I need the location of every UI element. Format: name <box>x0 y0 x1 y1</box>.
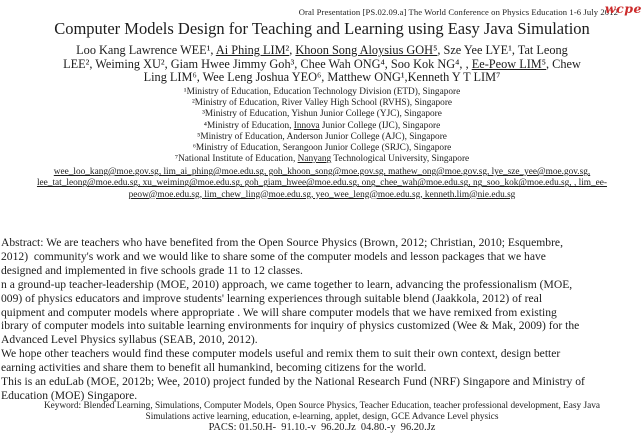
conference-header: Oral Presentation [PS.02.09.a] The World Conference on Physics Education 1-6 July 2012 <box>298 7 618 17</box>
text-run: LEE², Weiming XU², Giam Hwee Jimmy Goh³, Chee Wah ONG⁴, Soo Kok NG⁴, , <box>63 56 472 71</box>
text-line <box>0 58 644 72</box>
affiliations-block <box>0 87 644 165</box>
wcpe-logo: wcpe <box>604 1 642 16</box>
text-line <box>0 132 644 143</box>
emails-block <box>0 167 644 201</box>
abstract-text-line: n a ground-up teacher-leadership (MOE, 2010) approach, we came together to learn, advancing the professionalism (MOE, <box>1 277 573 291</box>
authors-block <box>0 44 644 85</box>
text-line <box>0 143 644 154</box>
text-run: ²Ministry of Education, River Valley High School (RVHS), Singapore <box>191 98 453 109</box>
text-run: Technological University, Singapore <box>331 154 470 165</box>
abstract-text-line: ibrary of computer models into suitable learning environments for inquiry of physics customized (Wee & Mak, 2009) for the <box>1 319 580 333</box>
abstract-text-line: quipment and computer models where appropriate . We will share computer models that we have remixed from existing <box>1 305 557 319</box>
author-name-link[interactable]: Ai Phing LIM² <box>215 43 290 57</box>
text-run: Loo Kang Lawrence WEE¹, <box>76 43 216 57</box>
author-name-link[interactable]: Khoon Song Aloysius GOH⁵ <box>295 43 438 57</box>
text-line <box>0 87 644 98</box>
abstract-text-line: 2012) community's work and we would like to share some of the computer models and lesson packages that we have <box>1 249 546 263</box>
abstract-text-line: 009) of physics educators and improve students' learning experiences through suitable blend (Jaakkola, 2012) of real <box>1 291 543 305</box>
text-line <box>0 44 644 58</box>
text-line <box>0 121 644 132</box>
text-line <box>0 71 644 85</box>
abstract-text-line: Abstract: We are teachers who have benefited from the Open Source Physics (Brown, 2012; Christian, 2010; Esquembre, <box>1 236 563 249</box>
abstract-text-line: We hope other teachers would find these computer models useful and remix them to suit their own context, design better <box>1 347 561 361</box>
affiliation-link[interactable]: Innova <box>293 120 320 131</box>
pacs-line: PACS: 01.50.H- 91.10.-v 96.20.Jz 04.80.-y 96.20.Jz <box>208 422 436 433</box>
text-run: ⁷National Institute of Education, <box>174 154 298 165</box>
abstract-block <box>1 236 644 403</box>
abstract-text-line: designed and implemented in five schools grade 11 to 12 classes. <box>1 263 303 277</box>
text-run: ¹Ministry of Education, Education Technology Division (ETD), Singapore <box>183 87 461 97</box>
abstract-text-line: earning activities and share them to benefit all humankind, becoming citizens for the world. <box>1 361 427 375</box>
text-run: , <box>289 43 296 57</box>
abstract-text-line: This is an eduLab (MOE, 2012b; Wee, 2010) project funded by the National Research Fund (NRF) Singapore and Ministry of <box>1 375 585 389</box>
abstract-text-line: Education (MOE) Singapore. <box>1 388 138 402</box>
text-run: , Sze Yee LYE¹, Tat Leong <box>437 43 568 57</box>
text-run: ⁴Ministry of Education, <box>203 120 294 131</box>
email-link-line[interactable]: wee_loo_kang@moe.gov.sg, lim_ai_phing@moe.edu.sg, goh_khoon_song@moe.gov.sg, mathew_ong@moe.gov.sg, lye_sze_yee@moe.gov.sg, <box>53 167 591 177</box>
email-link-line[interactable]: peow@moe.edu.sg, lim_chew_ling@moe.edu.sg, yeo_wee_leng@moe.edu.sg, kenneth.lim@nie.edu.sg <box>128 189 516 200</box>
text-run: ⁶Ministry of Education, Serangoon Junior College (SRJC), Singapore <box>192 143 452 154</box>
text-line <box>0 109 644 120</box>
text-run: ³Ministry of Education, Yishun Junior College (YJC), Singapore <box>202 109 442 120</box>
paper-title: Computer Models Design for Teaching and Learning using Easy Java Simulation <box>54 19 590 38</box>
text-run: Ling LIM⁶, Wee Leng Joshua YEO⁶, Matthew ONG¹,Kenneth Y T LIM⁷ <box>143 70 501 85</box>
author-name-link[interactable]: Ee-Peow LIM⁵ <box>471 56 547 71</box>
email-link-line[interactable]: lee_tat_leong@moe.edu.sg, xu_weiming@moe.edu.sg, goh_giam_hwee@moe.edu.sg, ong_chee_wah@moe.edu.sg, ng_soo_kok@moe.edu.sg, , lim_ee- <box>36 178 608 189</box>
affiliation-link[interactable]: Nanyang <box>297 154 332 165</box>
text-line <box>0 154 644 165</box>
abstract-text-line: Advanced Level Physics syllabus (SEAB, 2010, 2012). <box>1 333 258 347</box>
keyword-text-line: Simulations active learning, education, e-learning, applet, design, GCE Advance Level physics <box>145 411 499 422</box>
text-run: Junior College (IJC), Singapore <box>319 120 441 131</box>
keyword-text-line: Keyword: Blended Learning, Simulations, Computer Models, Open Source Physics, Teacher Education, teacher professional development, Easy Java <box>43 401 601 411</box>
keywords-block <box>0 401 644 422</box>
text-line <box>0 98 644 109</box>
text-run: , Chew <box>546 56 581 71</box>
text-run: ⁵Ministry of Education, Anderson Junior College (AJC), Singapore <box>197 131 447 142</box>
